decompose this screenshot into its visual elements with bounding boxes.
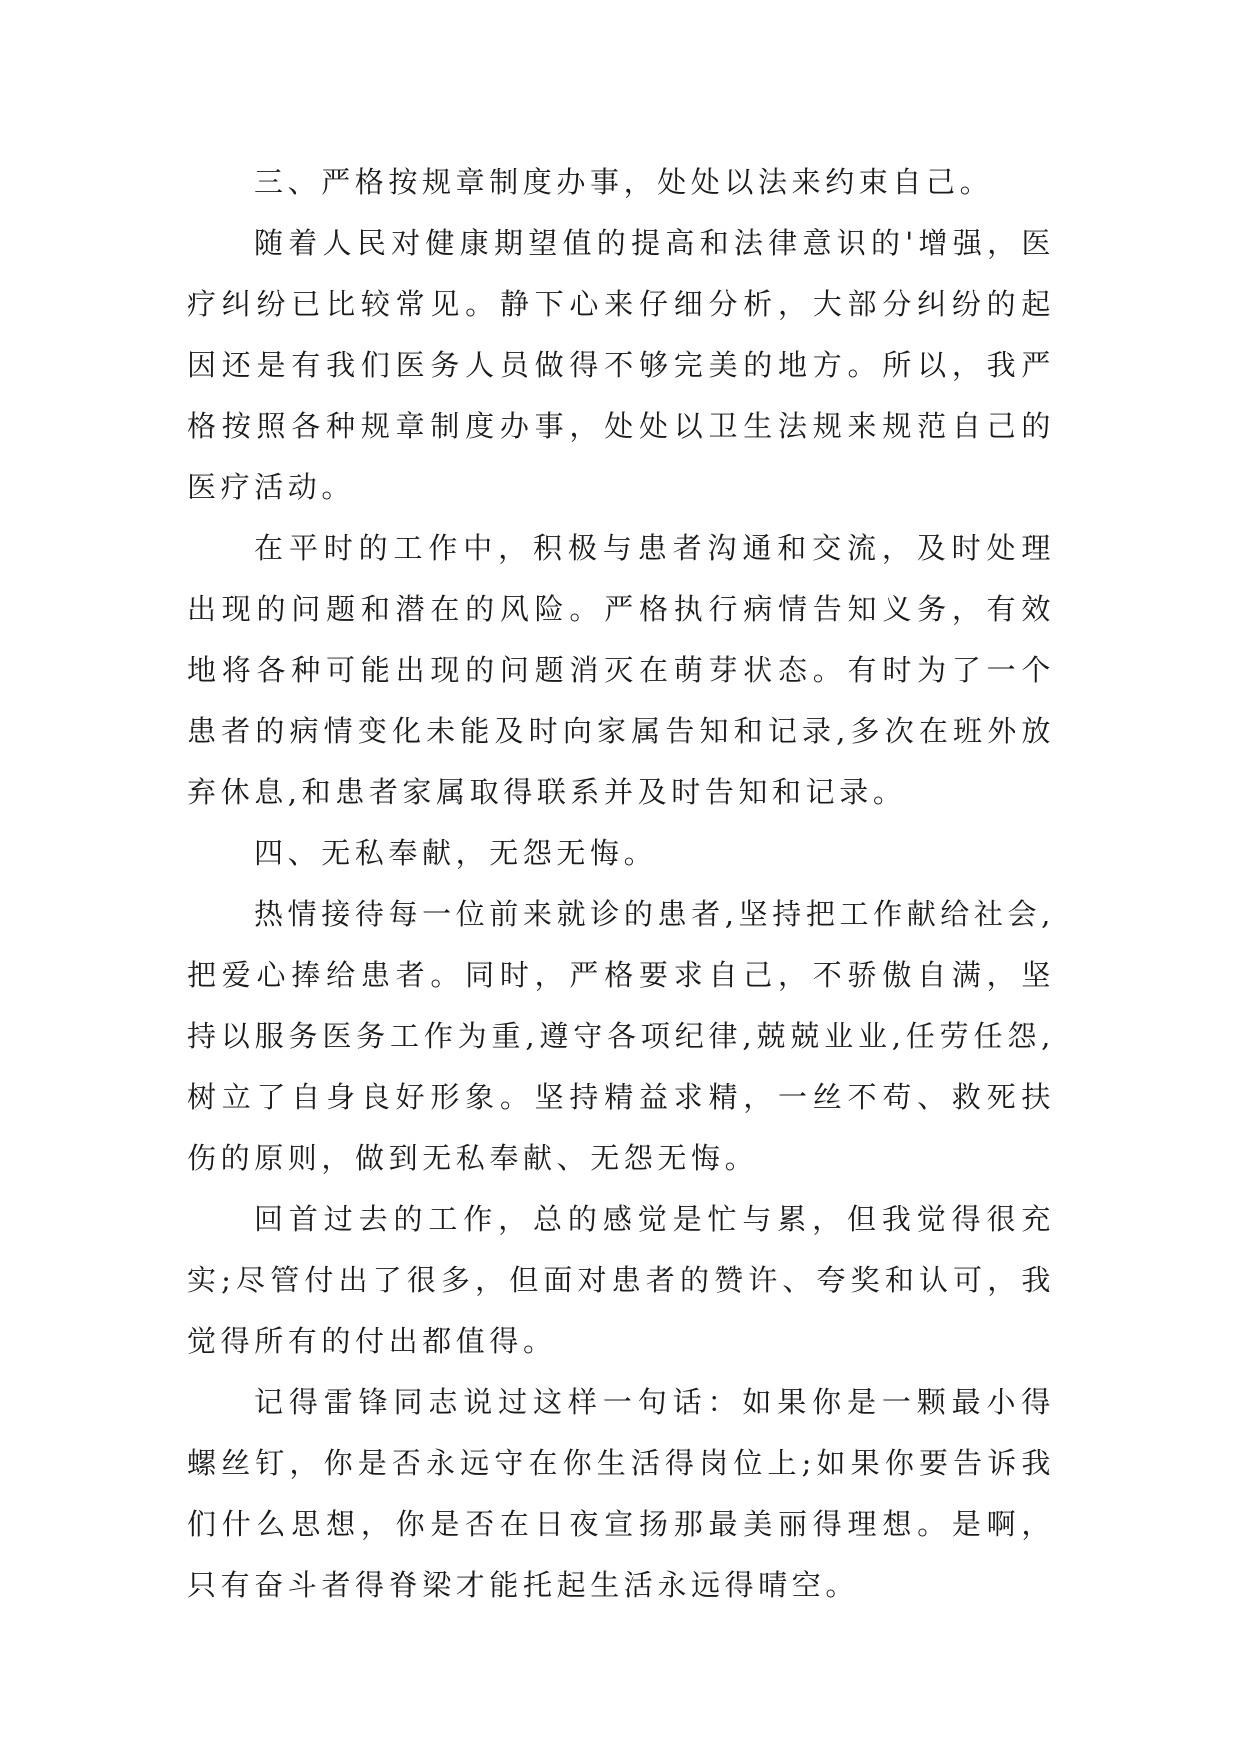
paragraph: 随着人民对健康期望值的提高和法律意识的'增强，医疗纠纷已比较常见。静下心来仔细分析，大部分纠纷的起因还是有我们医务人员做得不够完美的地方。所以，我严格按照各种规章制度办事，处处以卫生法规来规范自己的医疗活动。 — [187, 226, 1055, 504]
paragraph: 记得雷锋同志说过这样一句话：如果你是一颗最小得螺丝钉，你是否永远守在你生活得岗位上;如果你要告诉我们什么思想，你是否在日夜宣扬那最美丽得理想。是啊，只有奋斗者得脊梁才能托起生活永远得晴空。 — [187, 1385, 1055, 1602]
section-heading-3: 三、严格按规章制度办事，处处以法来约束自己。 — [254, 165, 994, 199]
paragraph: 回首过去的工作，总的感觉是忙与累，但我觉得很充实;尽管付出了很多，但面对患者的赞许、夸奖和认可，我觉得所有的付出都值得。 — [187, 1202, 1055, 1358]
section-heading-4: 四、无私奉献，无怨无悔。 — [254, 836, 658, 870]
paragraph: 热情接待每一位前来就诊的患者,坚持把工作献给社会,把爱心捧给患者。同时，严格要求自己，不骄傲自满，坚持以服务医务工作为重,遵守各项纪律,兢兢业业,任劳任怨,树立了自身良好形象。坚持精益求精，一丝不苟、救死扶伤的原则，做到无私奉献、无怨无悔。 — [187, 897, 1055, 1175]
paragraph: 在平时的工作中，积极与患者沟通和交流，及时处理出现的问题和潜在的风险。严格执行病情告知义务，有效地将各种可能出现的问题消灭在萌芽状态。有时为了一个患者的病情变化未能及时向家属告知和记录,多次在班外放弃休息,和患者家属取得联系并及时告知和记录。 — [187, 531, 1055, 809]
document-body — [187, 152, 1055, 1616]
